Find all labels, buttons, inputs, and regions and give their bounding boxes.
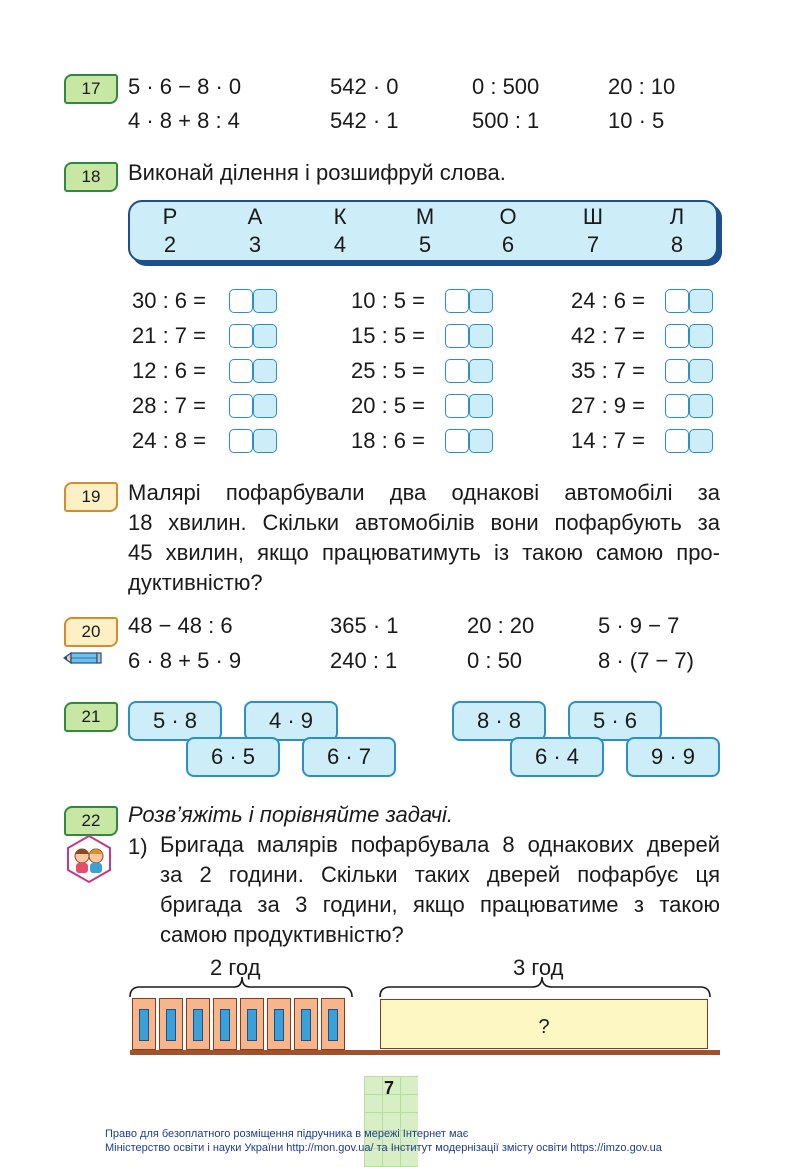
label-3-hours: 3 год: [513, 955, 564, 980]
pencil-icon: [62, 650, 102, 666]
answer-boxes[interactable]: [229, 324, 277, 348]
door-icon: [186, 998, 210, 1050]
ex22-task: Розв’яжіть і порівняйте задачі.: [128, 802, 454, 827]
division-expr: 12 : 6 =: [132, 358, 207, 383]
answer-boxes[interactable]: [445, 289, 493, 313]
answer-boxes[interactable]: [229, 289, 277, 313]
ex17-expr: 542 · 1: [330, 108, 399, 133]
ex18-task: Виконай ділення і розшифруй слова.: [128, 160, 506, 185]
division-expr: 27 : 9 =: [571, 393, 646, 418]
expression-card[interactable]: 6 · 5: [186, 737, 280, 777]
answer-boxes[interactable]: [445, 359, 493, 383]
ex20-expr: 240 : 1: [330, 648, 398, 673]
time-braces: [128, 975, 718, 999]
ex22-line: за 2 години. Скільки таких дверей пофарбує ця: [160, 862, 720, 887]
answer-boxes[interactable]: [445, 324, 493, 348]
ex20-expr: 5 · 9 − 7: [598, 613, 680, 638]
ex22-line: самою продуктивністю?: [160, 922, 404, 947]
ex17-expr: 542 · 0: [330, 74, 399, 99]
ex20-expr: 0 : 50: [467, 648, 523, 673]
cipher-digit: 4: [333, 232, 347, 257]
doors-group: [132, 998, 352, 1050]
cipher-table: [128, 200, 718, 262]
division-expr: 30 : 6 =: [132, 288, 207, 313]
cipher-letter: Ш: [582, 204, 604, 229]
cipher-letter: Л: [669, 204, 685, 229]
ex22-item-number: 1): [128, 834, 148, 859]
footer-line: Міністерство освіти і науки України http://mon.gov.ua/ та Інститут модернізації змісту освіти https://imzo.gov.ua: [105, 1142, 662, 1154]
cipher-digit: 8: [670, 232, 684, 257]
door-icon: [132, 998, 156, 1050]
cipher-letter: М: [415, 204, 435, 229]
answer-boxes[interactable]: [229, 359, 277, 383]
cipher-digit: 2: [163, 232, 177, 257]
ex17-expr: 4 · 8 + 8 : 4: [128, 108, 240, 133]
division-expr: 28 : 7 =: [132, 393, 207, 418]
ex20-expr: 48 − 48 : 6: [128, 613, 233, 638]
division-expr: 42 : 7 =: [571, 323, 646, 348]
ex19-line: 45 хвилин, якщо працюватимуть із такою самою про-: [128, 540, 720, 565]
answer-boxes[interactable]: [665, 359, 713, 383]
answer-boxes[interactable]: [445, 429, 493, 453]
page-number: 7: [384, 1078, 395, 1098]
answer-boxes[interactable]: [665, 429, 713, 453]
expression-card[interactable]: 8 · 8: [452, 701, 546, 741]
door-icon: [294, 998, 318, 1050]
division-expr: 20 : 5 =: [351, 393, 426, 418]
cipher-digit: 6: [501, 232, 515, 257]
cipher-letter: А: [247, 204, 263, 229]
floor-line: [130, 1050, 720, 1055]
division-expr: 15 : 5 =: [351, 323, 426, 348]
cipher-digit: 3: [248, 232, 262, 257]
ex22-line: Бригада малярів пофарбувала 8 однакових дверей: [160, 832, 720, 857]
cipher-digit: 5: [418, 232, 432, 257]
door-icon: [267, 998, 291, 1050]
expression-card[interactable]: 6 · 7: [302, 737, 396, 777]
expression-card[interactable]: 5 · 6: [568, 701, 662, 741]
division-expr: 14 : 7 =: [571, 428, 646, 453]
question-mark: ?: [538, 1016, 550, 1038]
unknown-doors-box: [380, 999, 708, 1049]
ex20-expr: 20 : 20: [467, 613, 535, 638]
division-expr: 35 : 7 =: [571, 358, 646, 383]
division-expr: 25 : 5 =: [351, 358, 426, 383]
exercise-21-badge: 21: [64, 702, 118, 732]
ex17-expr: 5 · 6 − 8 · 0: [128, 74, 242, 99]
ex17-expr: 0 : 500: [472, 74, 540, 99]
division-expr: 18 : 6 =: [351, 428, 426, 453]
ex20-expr: 8 · (7 − 7): [598, 648, 694, 673]
answer-boxes[interactable]: [665, 394, 713, 418]
cipher-letter: О: [499, 204, 517, 229]
answer-boxes[interactable]: [665, 289, 713, 313]
exercise-20-badge: 20: [64, 617, 118, 647]
answer-boxes[interactable]: [445, 394, 493, 418]
answer-boxes[interactable]: [229, 429, 277, 453]
answer-boxes[interactable]: [665, 324, 713, 348]
door-icon: [213, 998, 237, 1050]
exercise-22-badge: 22: [64, 806, 118, 836]
ex17-expr: 10 · 5: [608, 108, 665, 133]
footer-line: Право для безоплатного розміщення підручника в мережі Інтернет має: [105, 1128, 469, 1140]
ex19-line: 18 хвилин. Скільки автомобілів вони пофарбують за: [128, 510, 720, 535]
division-expr: 21 : 7 =: [132, 323, 207, 348]
expression-card[interactable]: 5 · 8: [128, 701, 222, 741]
ex20-expr: 6 · 8 + 5 · 9: [128, 648, 242, 673]
kids-icon: [64, 834, 114, 884]
answer-boxes[interactable]: [229, 394, 277, 418]
ex22-line: бригада за 3 години, якщо працюватиме з такою: [160, 892, 720, 917]
label-2-hours: 2 год: [210, 955, 261, 980]
door-icon: [240, 998, 264, 1050]
expression-card[interactable]: 6 · 4: [510, 737, 604, 777]
cipher-digit: 7: [586, 232, 600, 257]
ex17-expr: 500 : 1: [472, 108, 540, 133]
cipher-letter: Р: [162, 204, 178, 229]
division-expr: 24 : 6 =: [571, 288, 646, 313]
expression-card[interactable]: 9 · 9: [626, 737, 720, 777]
ex20-expr: 365 · 1: [330, 613, 399, 638]
division-expr: 10 : 5 =: [351, 288, 426, 313]
ex17-expr: 20 : 10: [608, 74, 676, 99]
exercise-19-badge: 19: [64, 482, 118, 512]
exercise-17-badge: 17: [64, 74, 118, 104]
cipher-letter: К: [333, 204, 347, 229]
exercise-18-badge: 18: [64, 162, 118, 192]
door-icon: [321, 998, 345, 1050]
ex19-line: дуктивністю?: [128, 570, 263, 595]
expression-card[interactable]: 4 · 9: [244, 701, 338, 741]
door-icon: [159, 998, 183, 1050]
ex19-line: Малярі пофарбували два однакові автомобілі за: [128, 480, 720, 505]
division-expr: 24 : 8 =: [132, 428, 207, 453]
